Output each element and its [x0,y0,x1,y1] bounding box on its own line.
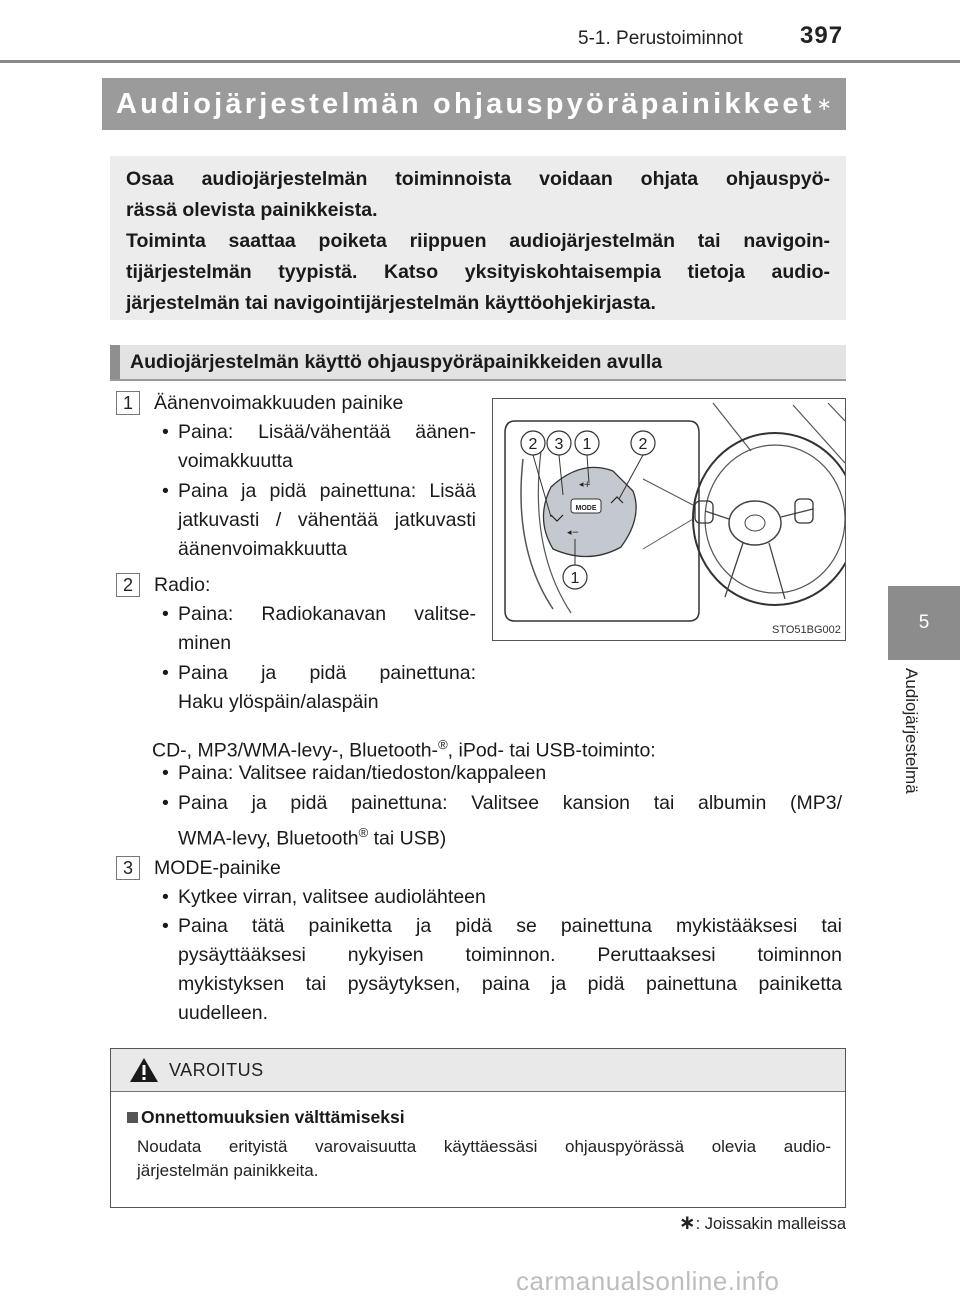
intro-box [110,156,846,320]
text-line: Paina ja pidä painettuna: Valitsee kansion tai albumin (MP3/ [178,792,842,814]
callout-2-left: 2 [528,436,538,453]
figure-code: STO51BG002 [772,624,841,636]
item-2-bullet-1 [162,600,476,658]
text-line: pysäyttääksesi nykyisen toiminnon. Peruttaaksesi toiminnon [178,944,842,966]
page-number: 397 [800,22,844,49]
item-1-bullet-2 [162,477,476,564]
bullet: • [162,603,169,625]
text-line: jatkuvasti / vähentää jatkuvasti [178,509,476,531]
intro-line: Osaa audiojärjestelmän toiminnoista voidaan ohjata ohjauspyö- [126,168,830,190]
text-line: järjestelmän painikkeita. [137,1161,319,1180]
chapter-tab: 5 [888,586,960,660]
item-number-1: 1 [116,391,140,415]
text-line: uudelleen. [178,1002,268,1024]
item-2-bullet-4 [162,789,842,854]
bullet: • [162,762,169,784]
bullet: • [162,792,169,814]
registered-mark: ® [358,825,369,840]
text-line: mykistyksen tai pysäytyksen, paina ja pidä painettuna painiketta [178,973,842,995]
callout-1-bottom: 1 [570,570,580,587]
item-1-bullet-1 [162,418,476,476]
text-segment: CD-, MP3/WMA-levy-, Bluetooth- [152,739,439,762]
subsection-heading [110,345,846,381]
text-segment: tai USB) [368,827,447,850]
mode-label: MODE [575,505,597,512]
text-segment: , iPod- tai USB-toiminto: [447,739,656,762]
item-3-title: MODE-painike [154,857,281,879]
bullet: • [162,886,169,908]
intro-line: rässä olevista painikkeista. [126,199,378,221]
text-line [178,818,842,854]
warning-box [110,1048,846,1208]
subsection-accent [110,345,120,379]
text-line: Paina: Lisää/vähentää äänen- [178,421,476,443]
text-line: Haku ylöspäin/alaspäin [178,691,379,713]
bullet: • [162,421,169,443]
text-line: minen [178,632,232,654]
steering-wheel-figure [492,398,846,641]
svg-text:◂−: ◂− [566,528,580,538]
text-line: Paina ja pidä painettuna: Lisää [178,480,476,502]
item-number-2: 2 [116,573,140,597]
intro-line: tijärjestelmän tyypistä. Katso yksityiskohtaisempia tietoja audio- [126,261,830,283]
title-footnote-marker: ∗ [816,93,832,114]
text-segment: WMA-levy, Bluetooth [178,827,359,850]
text-line: Kytkee virran, valitsee audiolähteen [178,886,486,908]
warning-subtitle: Onnettomuuksien välttämiseksi [141,1107,405,1127]
steering-wheel-illustration [493,399,845,640]
intro-line: Toiminta saattaa poiketa riippuen audiojärjestelmän tai navigoin- [126,230,830,252]
text-line: Noudata erityistä varovaisuutta käyttäessäsi ohjauspyörässä olevia audio- [137,1137,831,1156]
callout-2-right: 2 [638,436,648,453]
warning-title: VAROITUS [169,1060,264,1080]
text-line: äänenvoimakkuutta [178,538,348,560]
registered-mark: ® [438,737,448,752]
callout-1-top: 1 [582,436,592,453]
item-2-title: Radio: [154,574,211,596]
text-line: Paina: Valitsee raidan/tiedoston/kappaleen [178,762,547,784]
square-bullet-icon [127,1112,138,1123]
text-line: Paina tätä painiketta ja pidä se painettuna mykistääksesi tai [178,915,842,937]
text-line: Paina ja pidä painettuna: [178,662,476,684]
warning-body [137,1135,831,1183]
intro-line: järjestelmän tai navigointijärjestelmän käyttöohjekirjasta. [126,292,656,314]
item-3-bullet-1 [162,883,842,912]
footnote [630,1210,846,1235]
item-3-bullet-2 [162,912,842,1028]
footnote-star: ∗ [678,1212,696,1234]
warning-header [111,1049,845,1092]
subsection-title: Audiojärjestelmän käyttö ohjauspyöräpainikkeiden avulla [130,351,663,373]
header-divider [0,60,960,63]
page-title: Audiojärjestelmän ohjauspyöräpainikkeet [116,87,815,120]
item-2-bullet-2 [162,659,476,717]
title-bar [102,78,846,130]
watermark: carmanualsonline.info [516,1266,780,1296]
bullet: • [162,480,169,502]
text-line: voimakkuutta [178,450,293,472]
svg-text:◂+: ◂+ [578,480,592,490]
item-1-title: Äänenvoimakkuuden painike [154,392,404,414]
bullet: • [162,915,169,937]
text-line: Paina: Radiokanavan valitse- [178,603,476,625]
item-number-3: 3 [116,856,140,880]
section-heading: 5-1. Perustoiminnot [578,28,743,49]
chapter-label: Audiojärjestelmä [902,668,921,794]
footnote-text: : Joissakin malleissa [695,1215,846,1233]
bullet: • [162,662,169,684]
item-2-bullet-3 [162,759,842,788]
callout-3: 3 [554,436,564,453]
warning-triangle-icon [129,1057,159,1083]
